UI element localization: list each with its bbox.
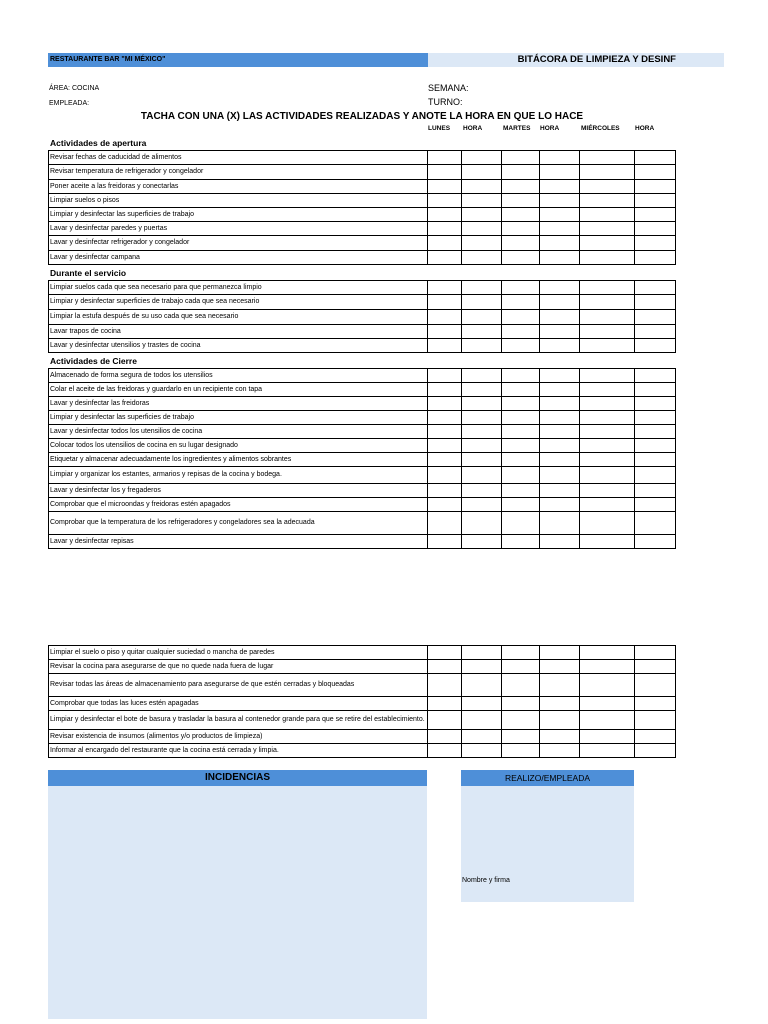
check-cell[interactable] (501, 674, 539, 697)
check-cell[interactable] (579, 498, 634, 512)
check-cell[interactable] (501, 660, 539, 674)
hour-cell[interactable] (461, 310, 501, 325)
hour-cell[interactable] (539, 310, 579, 325)
check-cell[interactable] (501, 383, 539, 397)
check-cell[interactable] (427, 383, 461, 397)
hour-cell[interactable] (539, 498, 579, 512)
check-cell[interactable] (427, 369, 461, 383)
activity-row (49, 711, 676, 730)
check-cell[interactable] (427, 697, 461, 711)
table-servicio (48, 280, 676, 353)
hour-cell[interactable] (461, 339, 501, 353)
hour-cell[interactable] (461, 165, 501, 180)
check-cell[interactable] (427, 730, 461, 744)
check-cell[interactable] (427, 236, 461, 251)
hour-cell[interactable] (634, 744, 675, 758)
hour-cell[interactable] (634, 194, 675, 208)
hour-cell[interactable] (461, 730, 501, 744)
hour-cell[interactable] (634, 397, 675, 411)
check-cell[interactable] (427, 467, 461, 484)
hour-cell[interactable] (634, 646, 675, 660)
hour-cell[interactable] (634, 439, 675, 453)
hour-cell[interactable] (634, 730, 675, 744)
hour-cell[interactable] (539, 425, 579, 439)
table-cierre (48, 368, 676, 549)
hour-cell[interactable] (634, 281, 675, 295)
hour-cell[interactable] (634, 165, 675, 180)
hour-cell[interactable] (539, 208, 579, 222)
col-martes: MARTES (503, 125, 531, 132)
check-cell[interactable] (427, 498, 461, 512)
activity-label: Comprobar que la temperatura de los refrigeradores y congeladores sea la adecuada (49, 512, 428, 535)
activity-label: Informar al encargado del restaurante que la cocina está cerrada y limpia. (49, 744, 428, 758)
hour-cell[interactable] (539, 411, 579, 425)
hour-cell[interactable] (634, 467, 675, 484)
activity-row (49, 295, 676, 310)
table-apertura (48, 150, 676, 265)
hour-cell[interactable] (461, 222, 501, 236)
check-cell[interactable] (501, 397, 539, 411)
check-cell[interactable] (501, 165, 539, 180)
check-cell[interactable] (579, 411, 634, 425)
check-cell[interactable] (501, 512, 539, 535)
activity-row (49, 369, 676, 383)
check-cell[interactable] (501, 180, 539, 194)
check-cell[interactable] (579, 295, 634, 310)
activity-row (49, 744, 676, 758)
activity-row (49, 208, 676, 222)
check-cell[interactable] (501, 711, 539, 730)
check-cell[interactable] (579, 251, 634, 265)
activity-row (49, 660, 676, 674)
check-cell[interactable] (501, 730, 539, 744)
hour-cell[interactable] (539, 535, 579, 549)
hour-cell[interactable] (461, 208, 501, 222)
hour-cell[interactable] (461, 251, 501, 265)
check-cell[interactable] (427, 208, 461, 222)
hour-cell[interactable] (461, 194, 501, 208)
check-cell[interactable] (579, 535, 634, 549)
check-cell[interactable] (427, 674, 461, 697)
activity-row (49, 180, 676, 194)
check-cell[interactable] (427, 310, 461, 325)
hour-cell[interactable] (634, 222, 675, 236)
hour-cell[interactable] (539, 383, 579, 397)
activity-label: Revisar todas las áreas de almacenamiento para asegurarse de que estén cerradas y bloqueadas (49, 674, 428, 697)
instructions-banner: TACHA CON UNA (X) LAS ACTIVIDADES REALIZADAS Y ANOTE LA HORA EN QUE LO HACE (140, 111, 584, 122)
activity-row (49, 646, 676, 660)
activity-label: Lavar y desinfectar paredes y puertas (49, 222, 428, 236)
check-cell[interactable] (501, 325, 539, 339)
hour-cell[interactable] (539, 151, 579, 165)
hour-cell[interactable] (634, 411, 675, 425)
hour-cell[interactable] (461, 646, 501, 660)
activity-label: Limpiar la estufa después de su uso cada que sea necesario (49, 310, 428, 325)
hour-cell[interactable] (634, 383, 675, 397)
hour-cell[interactable] (634, 535, 675, 549)
activity-row (49, 325, 676, 339)
section-cierre-title: Actividades de Cierre (50, 356, 137, 366)
hour-cell[interactable] (634, 674, 675, 697)
activity-row (49, 251, 676, 265)
hour-cell[interactable] (634, 711, 675, 730)
hour-cell[interactable] (461, 151, 501, 165)
check-cell[interactable] (427, 660, 461, 674)
hour-cell[interactable] (634, 660, 675, 674)
activity-row (49, 512, 676, 535)
hour-cell[interactable] (539, 730, 579, 744)
check-cell[interactable] (501, 369, 539, 383)
activity-label: Comprobar que todas las luces estén apagadas (49, 697, 428, 711)
hour-cell[interactable] (539, 397, 579, 411)
hour-cell[interactable] (461, 660, 501, 674)
activity-row (49, 425, 676, 439)
check-cell[interactable] (579, 730, 634, 744)
check-cell[interactable] (427, 165, 461, 180)
activity-label: Revisar la cocina para asegurarse de que no quede nada fuera de lugar (49, 660, 428, 674)
hour-cell[interactable] (539, 251, 579, 265)
hour-cell[interactable] (634, 498, 675, 512)
check-cell[interactable] (579, 325, 634, 339)
check-cell[interactable] (501, 222, 539, 236)
hour-cell[interactable] (461, 512, 501, 535)
hour-cell[interactable] (634, 180, 675, 194)
check-cell[interactable] (579, 439, 634, 453)
log-title: BITÁCORA DE LIMPIEZA Y DESINF (428, 53, 724, 67)
check-cell[interactable] (579, 453, 634, 467)
hour-cell[interactable] (461, 697, 501, 711)
activity-row (49, 439, 676, 453)
hour-cell[interactable] (539, 453, 579, 467)
hour-cell[interactable] (539, 165, 579, 180)
check-cell[interactable] (579, 383, 634, 397)
check-cell[interactable] (427, 512, 461, 535)
activity-row (49, 484, 676, 498)
col-miercoles: MIÉRCOLES (581, 125, 620, 132)
hour-cell[interactable] (539, 194, 579, 208)
col-hora-2: HORA (540, 125, 560, 132)
empleada-label: EMPLEADA: (49, 100, 90, 107)
check-cell[interactable] (501, 697, 539, 711)
activity-label: Limpiar y desinfectar las superficies de trabajo (49, 411, 428, 425)
activity-label: Lavar y desinfectar repisas (49, 535, 428, 549)
hour-cell[interactable] (634, 425, 675, 439)
hour-cell[interactable] (539, 646, 579, 660)
hour-cell[interactable] (461, 383, 501, 397)
hour-cell[interactable] (461, 411, 501, 425)
check-cell[interactable] (427, 711, 461, 730)
check-cell[interactable] (579, 397, 634, 411)
hour-cell[interactable] (461, 711, 501, 730)
check-cell[interactable] (501, 151, 539, 165)
hour-cell[interactable] (461, 369, 501, 383)
section-apertura-title: Actividades de apertura (50, 138, 147, 148)
check-cell[interactable] (427, 484, 461, 498)
check-cell[interactable] (579, 467, 634, 484)
activity-row (49, 383, 676, 397)
activity-label: Lavar trapos de cocina (49, 325, 428, 339)
check-cell[interactable] (427, 180, 461, 194)
activity-row (49, 498, 676, 512)
check-cell[interactable] (427, 744, 461, 758)
hour-cell[interactable] (539, 484, 579, 498)
hour-cell[interactable] (461, 180, 501, 194)
hour-cell[interactable] (461, 439, 501, 453)
hour-cell[interactable] (461, 467, 501, 484)
realizo-title: REALIZO/EMPLEADA (461, 770, 634, 786)
check-cell[interactable] (579, 425, 634, 439)
incidencias-box[interactable] (48, 770, 427, 1019)
check-cell[interactable] (579, 512, 634, 535)
activity-row (49, 397, 676, 411)
activity-label: Limpiar suelos o pisos (49, 194, 428, 208)
check-cell[interactable] (501, 236, 539, 251)
check-cell[interactable] (579, 222, 634, 236)
activity-row (49, 411, 676, 425)
check-cell[interactable] (501, 498, 539, 512)
activity-label: Colar el aceite de las freidoras y guardarlo en un recipiente con tapa (49, 383, 428, 397)
activity-label: Lavar y desinfectar refrigerador y congelador (49, 236, 428, 251)
check-cell[interactable] (579, 281, 634, 295)
hour-cell[interactable] (539, 512, 579, 535)
incidencias-title: INCIDENCIAS (48, 770, 427, 786)
activity-row (49, 697, 676, 711)
hour-cell[interactable] (634, 295, 675, 310)
hour-cell[interactable] (461, 397, 501, 411)
hour-cell[interactable] (539, 236, 579, 251)
activity-label: Colocar todos los utensilios de cocina en su lugar designado (49, 439, 428, 453)
hour-cell[interactable] (461, 295, 501, 310)
check-cell[interactable] (579, 711, 634, 730)
hour-cell[interactable] (539, 660, 579, 674)
check-cell[interactable] (501, 453, 539, 467)
activity-row (49, 453, 676, 467)
check-cell[interactable] (427, 439, 461, 453)
activity-row (49, 339, 676, 353)
hour-cell[interactable] (539, 281, 579, 295)
activity-label: Lavar y desinfectar todos los utensilios de cocina (49, 425, 428, 439)
activity-label: Revisar existencia de insumos (alimentos y/o productos de limpieza) (49, 730, 428, 744)
check-cell[interactable] (501, 310, 539, 325)
activity-label: Lavar y desinfectar las freidoras (49, 397, 428, 411)
hour-cell[interactable] (634, 697, 675, 711)
hour-cell[interactable] (539, 222, 579, 236)
section-servicio-title: Durante el servicio (50, 268, 127, 278)
activity-label: Lavar y desinfectar campana (49, 251, 428, 265)
col-hora-3: HORA (635, 125, 655, 132)
check-cell[interactable] (501, 411, 539, 425)
turno-label: TURNO: (428, 97, 463, 107)
check-cell[interactable] (579, 194, 634, 208)
hour-cell[interactable] (539, 295, 579, 310)
check-cell[interactable] (579, 744, 634, 758)
check-cell[interactable] (579, 165, 634, 180)
check-cell[interactable] (579, 208, 634, 222)
activity-label: Limpiar y desinfectar el bote de basura y trasladar la basura al contenedor grande para que se retire del establecimiento. (49, 711, 428, 730)
check-cell[interactable] (501, 467, 539, 484)
activity-label: Revisar fechas de caducidad de alimentos (49, 151, 428, 165)
hour-cell[interactable] (461, 535, 501, 549)
hour-cell[interactable] (634, 310, 675, 325)
check-cell[interactable] (427, 535, 461, 549)
check-cell[interactable] (579, 674, 634, 697)
check-cell[interactable] (579, 660, 634, 674)
activity-label: Limpiar y organizar los estantes, armarios y repisas de la cocina y bodega. (49, 467, 428, 484)
check-cell[interactable] (579, 484, 634, 498)
hour-cell[interactable] (461, 325, 501, 339)
hour-cell[interactable] (539, 339, 579, 353)
semana-label: SEMANA: (428, 83, 469, 93)
activity-row (49, 674, 676, 697)
check-cell[interactable] (427, 397, 461, 411)
hour-cell[interactable] (634, 236, 675, 251)
hour-cell[interactable] (461, 674, 501, 697)
check-cell[interactable] (501, 744, 539, 758)
check-cell[interactable] (579, 236, 634, 251)
check-cell[interactable] (579, 180, 634, 194)
check-cell[interactable] (579, 310, 634, 325)
table-cierre-continued (48, 645, 676, 758)
check-cell[interactable] (501, 646, 539, 660)
activity-label: Etiquetar y almacenar adecuadamente los ingredientes y alimentos sobrantes (49, 453, 428, 467)
check-cell[interactable] (579, 369, 634, 383)
hour-cell[interactable] (634, 484, 675, 498)
activity-row (49, 165, 676, 180)
activity-label: Limpiar suelos cada que sea necesario para que permanezca limpio (49, 281, 428, 295)
hour-cell[interactable] (634, 369, 675, 383)
hour-cell[interactable] (461, 425, 501, 439)
activity-label: Revisar temperatura de refrigerador y congelador (49, 165, 428, 180)
check-cell[interactable] (501, 194, 539, 208)
hour-cell[interactable] (539, 180, 579, 194)
check-cell[interactable] (427, 151, 461, 165)
hour-cell[interactable] (539, 467, 579, 484)
area-label: ÁREA: COCINA (49, 85, 100, 92)
check-cell[interactable] (501, 425, 539, 439)
activity-row (49, 236, 676, 251)
activity-row (49, 222, 676, 236)
hour-cell[interactable] (634, 453, 675, 467)
firma-label: Nombre y firma (462, 877, 510, 884)
hour-cell[interactable] (539, 369, 579, 383)
check-cell[interactable] (501, 535, 539, 549)
activity-row (49, 730, 676, 744)
check-cell[interactable] (427, 281, 461, 295)
hour-cell[interactable] (634, 325, 675, 339)
hour-cell[interactable] (461, 453, 501, 467)
hour-cell[interactable] (634, 151, 675, 165)
activity-row (49, 151, 676, 165)
hour-cell[interactable] (634, 251, 675, 265)
activity-label: Lavar y desinfectar los y fregaderos (49, 484, 428, 498)
check-cell[interactable] (501, 208, 539, 222)
hour-cell[interactable] (634, 512, 675, 535)
check-cell[interactable] (427, 194, 461, 208)
check-cell[interactable] (427, 453, 461, 467)
activity-row (49, 281, 676, 295)
activity-row (49, 194, 676, 208)
check-cell[interactable] (579, 697, 634, 711)
hour-cell[interactable] (539, 697, 579, 711)
check-cell[interactable] (501, 484, 539, 498)
check-cell[interactable] (501, 295, 539, 310)
activity-label: Comprobar que el microondas y freidoras estén apagados (49, 498, 428, 512)
activity-row (49, 535, 676, 549)
hour-cell[interactable] (539, 439, 579, 453)
activity-row (49, 467, 676, 484)
hour-cell[interactable] (539, 674, 579, 697)
hour-cell[interactable] (539, 325, 579, 339)
activity-row (49, 310, 676, 325)
check-cell[interactable] (427, 251, 461, 265)
hour-cell[interactable] (461, 236, 501, 251)
check-cell[interactable] (579, 646, 634, 660)
check-cell[interactable] (501, 251, 539, 265)
check-cell[interactable] (427, 295, 461, 310)
hour-cell[interactable] (539, 744, 579, 758)
check-cell[interactable] (501, 339, 539, 353)
activity-label: Almacenado de forma segura de todos los utensilios (49, 369, 428, 383)
hour-cell[interactable] (634, 208, 675, 222)
hour-cell[interactable] (461, 484, 501, 498)
check-cell[interactable] (501, 439, 539, 453)
check-cell[interactable] (427, 411, 461, 425)
activity-label: Poner aceite a las freidoras y conectarlas (49, 180, 428, 194)
col-lunes: LUNES (428, 125, 451, 132)
check-cell[interactable] (579, 339, 634, 353)
activity-label: Limpiar y desinfectar superficies de trabajo cada que sea necesario (49, 295, 428, 310)
hour-cell[interactable] (634, 339, 675, 353)
check-cell[interactable] (427, 222, 461, 236)
activity-label: Limpiar el suelo o piso y quitar cualquier suciedad o mancha de paredes (49, 646, 428, 660)
activity-label: Limpiar y desinfectar las superficies de trabajo (49, 208, 428, 222)
check-cell[interactable] (427, 339, 461, 353)
check-cell[interactable] (501, 281, 539, 295)
check-cell[interactable] (427, 425, 461, 439)
activity-label: Lavar y desinfectar utensilios y trastes de cocina (49, 339, 428, 353)
hour-cell[interactable] (461, 281, 501, 295)
check-cell[interactable] (579, 151, 634, 165)
hour-cell[interactable] (461, 498, 501, 512)
check-cell[interactable] (427, 325, 461, 339)
restaurant-name: RESTAURANTE BAR "MI MÉXICO" (48, 53, 428, 67)
check-cell[interactable] (427, 646, 461, 660)
col-hora-1: HORA (463, 125, 483, 132)
hour-cell[interactable] (461, 744, 501, 758)
hour-cell[interactable] (539, 711, 579, 730)
